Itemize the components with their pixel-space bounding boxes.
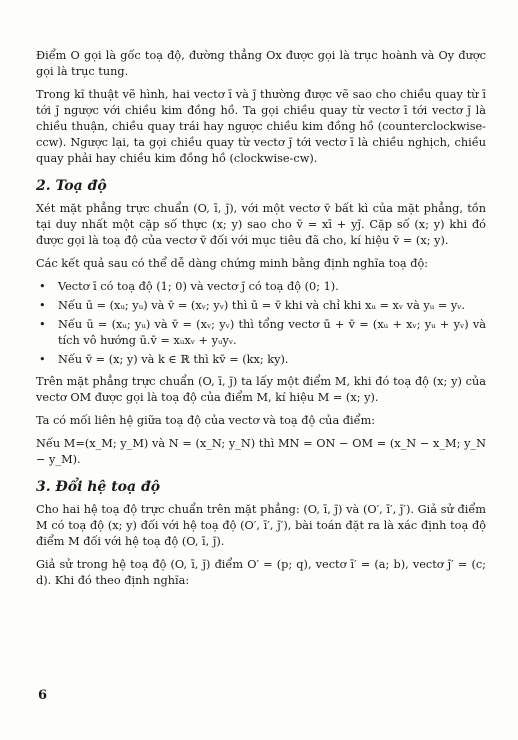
section-2-intro: Xét mặt phẳng trực chuẩn (O, ī, j̄), với một vectơ v̄ bất kì của mặt phẳng, tồn tại duy nhất một cặp số thực (x; y) sao cho v̄ = xī + yj̄. Cặp số (x; y) khi đó được gọi là toạ độ của vectơ v̄ đối với mục tiêu đã cho, kí hiệu v̄ = (x; y). bbox=[36, 202, 486, 247]
list-item-text: Vectơ ī có toạ độ (1; 0) và vectơ j̄ có toạ độ (0; 1). bbox=[58, 280, 339, 293]
list-item-text: Nếu ū = (xᵤ; yᵤ) và v̄ = (xᵥ; yᵥ) thì ū = v̄ khi và chỉ khi xᵤ = xᵥ và yᵤ = yᵥ. bbox=[58, 299, 466, 312]
vector-formula: Nếu M=(x_M; y_M) và N = (x_N; y_N) thì MN = ON − OM = (x_N − x_M; y_N − y_M). bbox=[36, 437, 486, 466]
bullet-icon: • bbox=[39, 353, 46, 366]
section-2-lead: Các kết quả sau có thể dễ dàng chứng minh bằng định nghĩa toạ độ: bbox=[36, 257, 429, 270]
relation-lead: Ta có mối liên hệ giữa toạ độ của vectơ và toạ độ của điểm: bbox=[36, 414, 376, 427]
paragraph-orientation: Trong kĩ thuật vẽ hình, hai vectơ ī và j̄ thường được vẽ sao cho chiều quay từ ī tới j̄ ngược với chiều kim đồng hồ. Ta gọi chiều quay từ vectơ ī tới vectơ j̄ là chiều thuận, chiều quay trái hay ngược chiều kim đồng hồ (counterclockwise-ccw). Ngược lại, ta gọi chiều quay từ vectơ j̄ tới vectơ ī là chiều nghịch, chiều quay phải hay chiều kim đồng hồ (clockwise-cw). bbox=[36, 88, 486, 165]
bullet-icon: • bbox=[39, 280, 46, 293]
list-item bbox=[36, 279, 486, 295]
bullet-icon: • bbox=[39, 299, 46, 312]
section-3-title: 3. Đổi hệ toạ độ bbox=[36, 479, 161, 495]
results-list bbox=[36, 279, 486, 368]
list-item-text: Nếu v̄ = (x; y) và k ∈ ℝ thì kv̄ = (kx; ky). bbox=[58, 353, 289, 366]
list-item bbox=[36, 298, 486, 314]
paragraph-axes: Điểm O gọi là gốc toạ độ, đường thẳng Ox được gọi là trục hoành và Oy được gọi là trục tung. bbox=[36, 49, 486, 78]
section-2-title: 2. Toạ độ bbox=[36, 178, 107, 194]
list-item bbox=[36, 317, 486, 349]
bullet-icon: • bbox=[39, 318, 46, 331]
page-content bbox=[36, 48, 486, 596]
list-item-text: Nếu ū = (xᵤ; yᵤ) và v̄ = (xᵥ; yᵥ) thì tổng vectơ ū + v̄ = (xᵤ + xᵥ; yᵤ + yᵥ) và tích vô hướng ū.v̄ = xᵤxᵥ + yᵤyᵥ. bbox=[58, 318, 486, 347]
list-item bbox=[36, 352, 486, 368]
section-3-paragraph-1: Cho hai hệ toạ độ trực chuẩn trên mặt phẳng: (O, ī, j̄) và (O′, ī′, j̄′). Giả sử điểm M có toạ độ (x; y) đối với hệ toạ độ (O′, ī′, j̄′), bài toán đặt ra là xác định toạ độ điểm M đối với hệ toạ độ (O, ī, j̄). bbox=[36, 503, 486, 548]
page-number: 6 bbox=[38, 688, 48, 703]
point-definition: Trên mặt phẳng trực chuẩn (O, ī, j̄) ta lấy một điểm M, khi đó toạ độ (x; y) của vectơ OM được gọi là toạ độ của điểm M, kí hiệu M = (x; y). bbox=[36, 375, 486, 404]
section-3-paragraph-2: Giả sử trong hệ toạ độ (O, ī, j̄) điểm O′ = (p; q), vectơ ī′ = (a; b), vectơ j̄′ = (c; d). Khi đó theo định nghĩa: bbox=[36, 558, 486, 587]
